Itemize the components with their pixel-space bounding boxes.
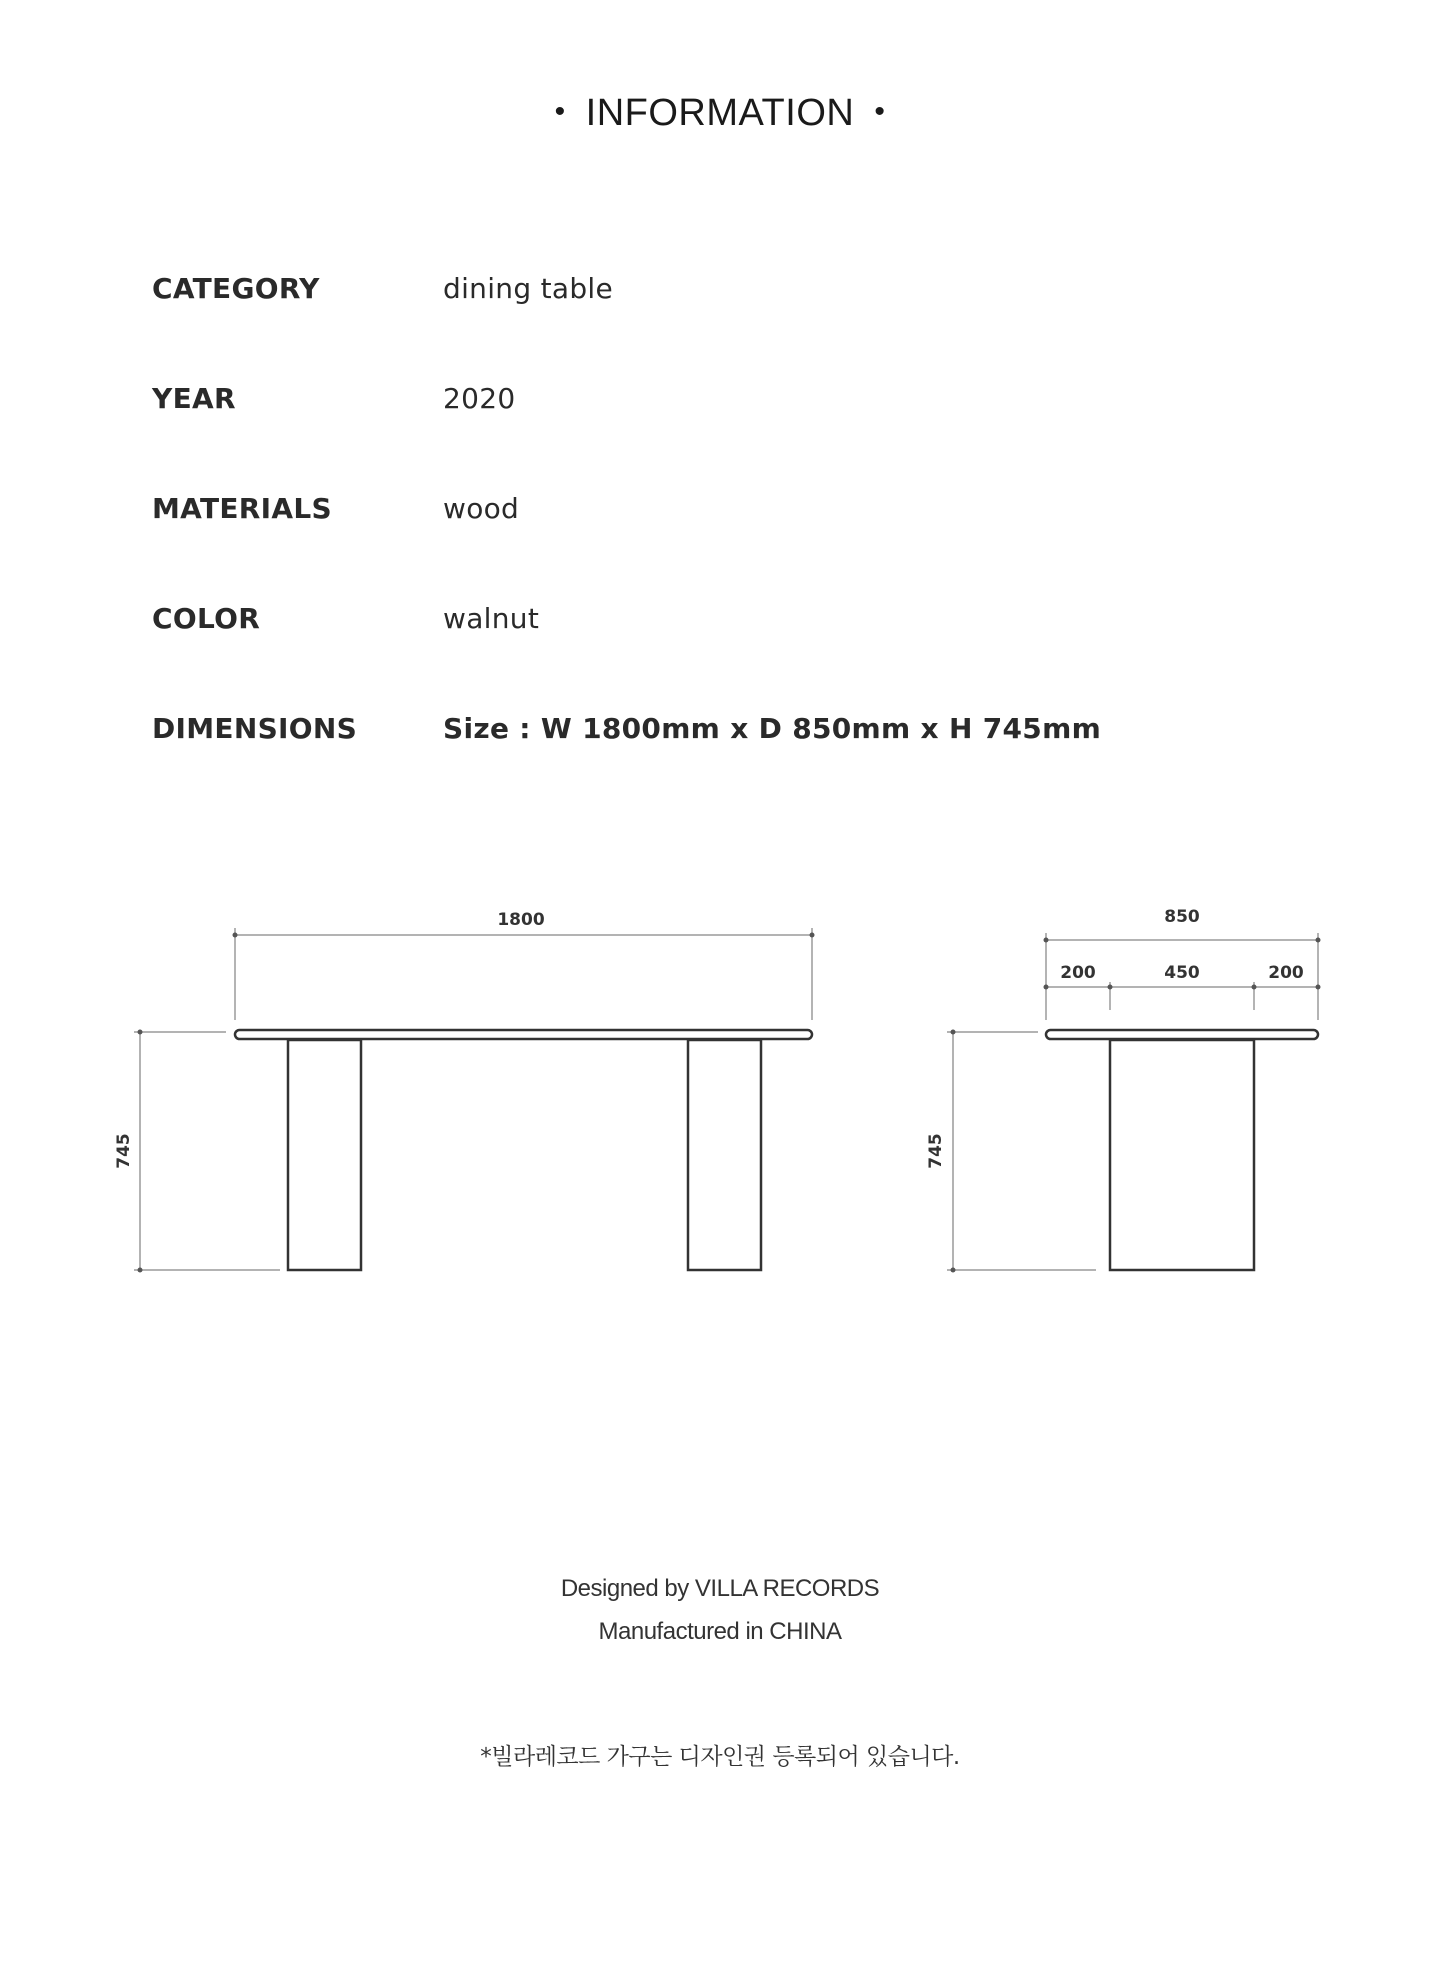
front-leg-left: [288, 1040, 361, 1270]
spec-value: wood: [443, 492, 520, 525]
side-depth-label: 850: [1164, 907, 1200, 927]
front-height-label: 745: [114, 1133, 134, 1169]
bullet-left-icon: •: [554, 95, 566, 128]
spec-label: MATERIALS: [152, 492, 332, 525]
front-leg-right: [688, 1040, 761, 1270]
side-view: [926, 907, 1321, 1273]
side-seg-tick-2: [1252, 985, 1257, 990]
side-seg-right-label: 200: [1268, 963, 1304, 983]
spec-label: DIMENSIONS: [152, 712, 358, 745]
side-height-tick-top: [951, 1030, 956, 1035]
side-seg-tick-0: [1044, 985, 1049, 990]
title-text: INFORMATION: [585, 92, 855, 134]
front-height-tick-top: [138, 1030, 143, 1035]
front-width-tick-right: [810, 933, 815, 938]
front-height-tick-bottom: [138, 1268, 143, 1273]
side-seg-mid-label: 450: [1164, 963, 1200, 983]
front-width-label: 1800: [497, 910, 545, 930]
designed-by-text: Designed by VILLA RECORDS: [560, 1575, 880, 1602]
side-depth-tick-left: [1044, 938, 1049, 943]
side-seg-tick-1: [1108, 985, 1113, 990]
side-seg-left-label: 200: [1060, 963, 1096, 983]
side-depth-tick-right: [1316, 938, 1321, 943]
spec-value: 2020: [443, 382, 516, 415]
front-width-tick-left: [233, 933, 238, 938]
bullet-right-icon: •: [874, 95, 886, 128]
side-leg: [1110, 1040, 1254, 1270]
side-height-label: 745: [926, 1133, 946, 1169]
design-rights-notice: *빌라레코드 가구는 디자인권 등록되어 있습니다.: [480, 1744, 960, 1770]
spec-value: walnut: [443, 602, 540, 635]
spec-label: YEAR: [152, 382, 236, 415]
spec-value: Size : W 1800mm x D 850mm x H 745mm: [443, 712, 1102, 745]
side-height-tick-bottom: [951, 1268, 956, 1273]
side-seg-tick-3: [1316, 985, 1321, 990]
spec-label: CATEGORY: [152, 272, 320, 305]
spec-label: COLOR: [152, 602, 261, 635]
spec-value: dining table: [443, 272, 614, 305]
front-view: [114, 910, 815, 1273]
front-tabletop: [235, 1030, 812, 1039]
side-tabletop: [1046, 1030, 1318, 1039]
manufactured-text: Manufactured in CHINA: [598, 1618, 842, 1645]
